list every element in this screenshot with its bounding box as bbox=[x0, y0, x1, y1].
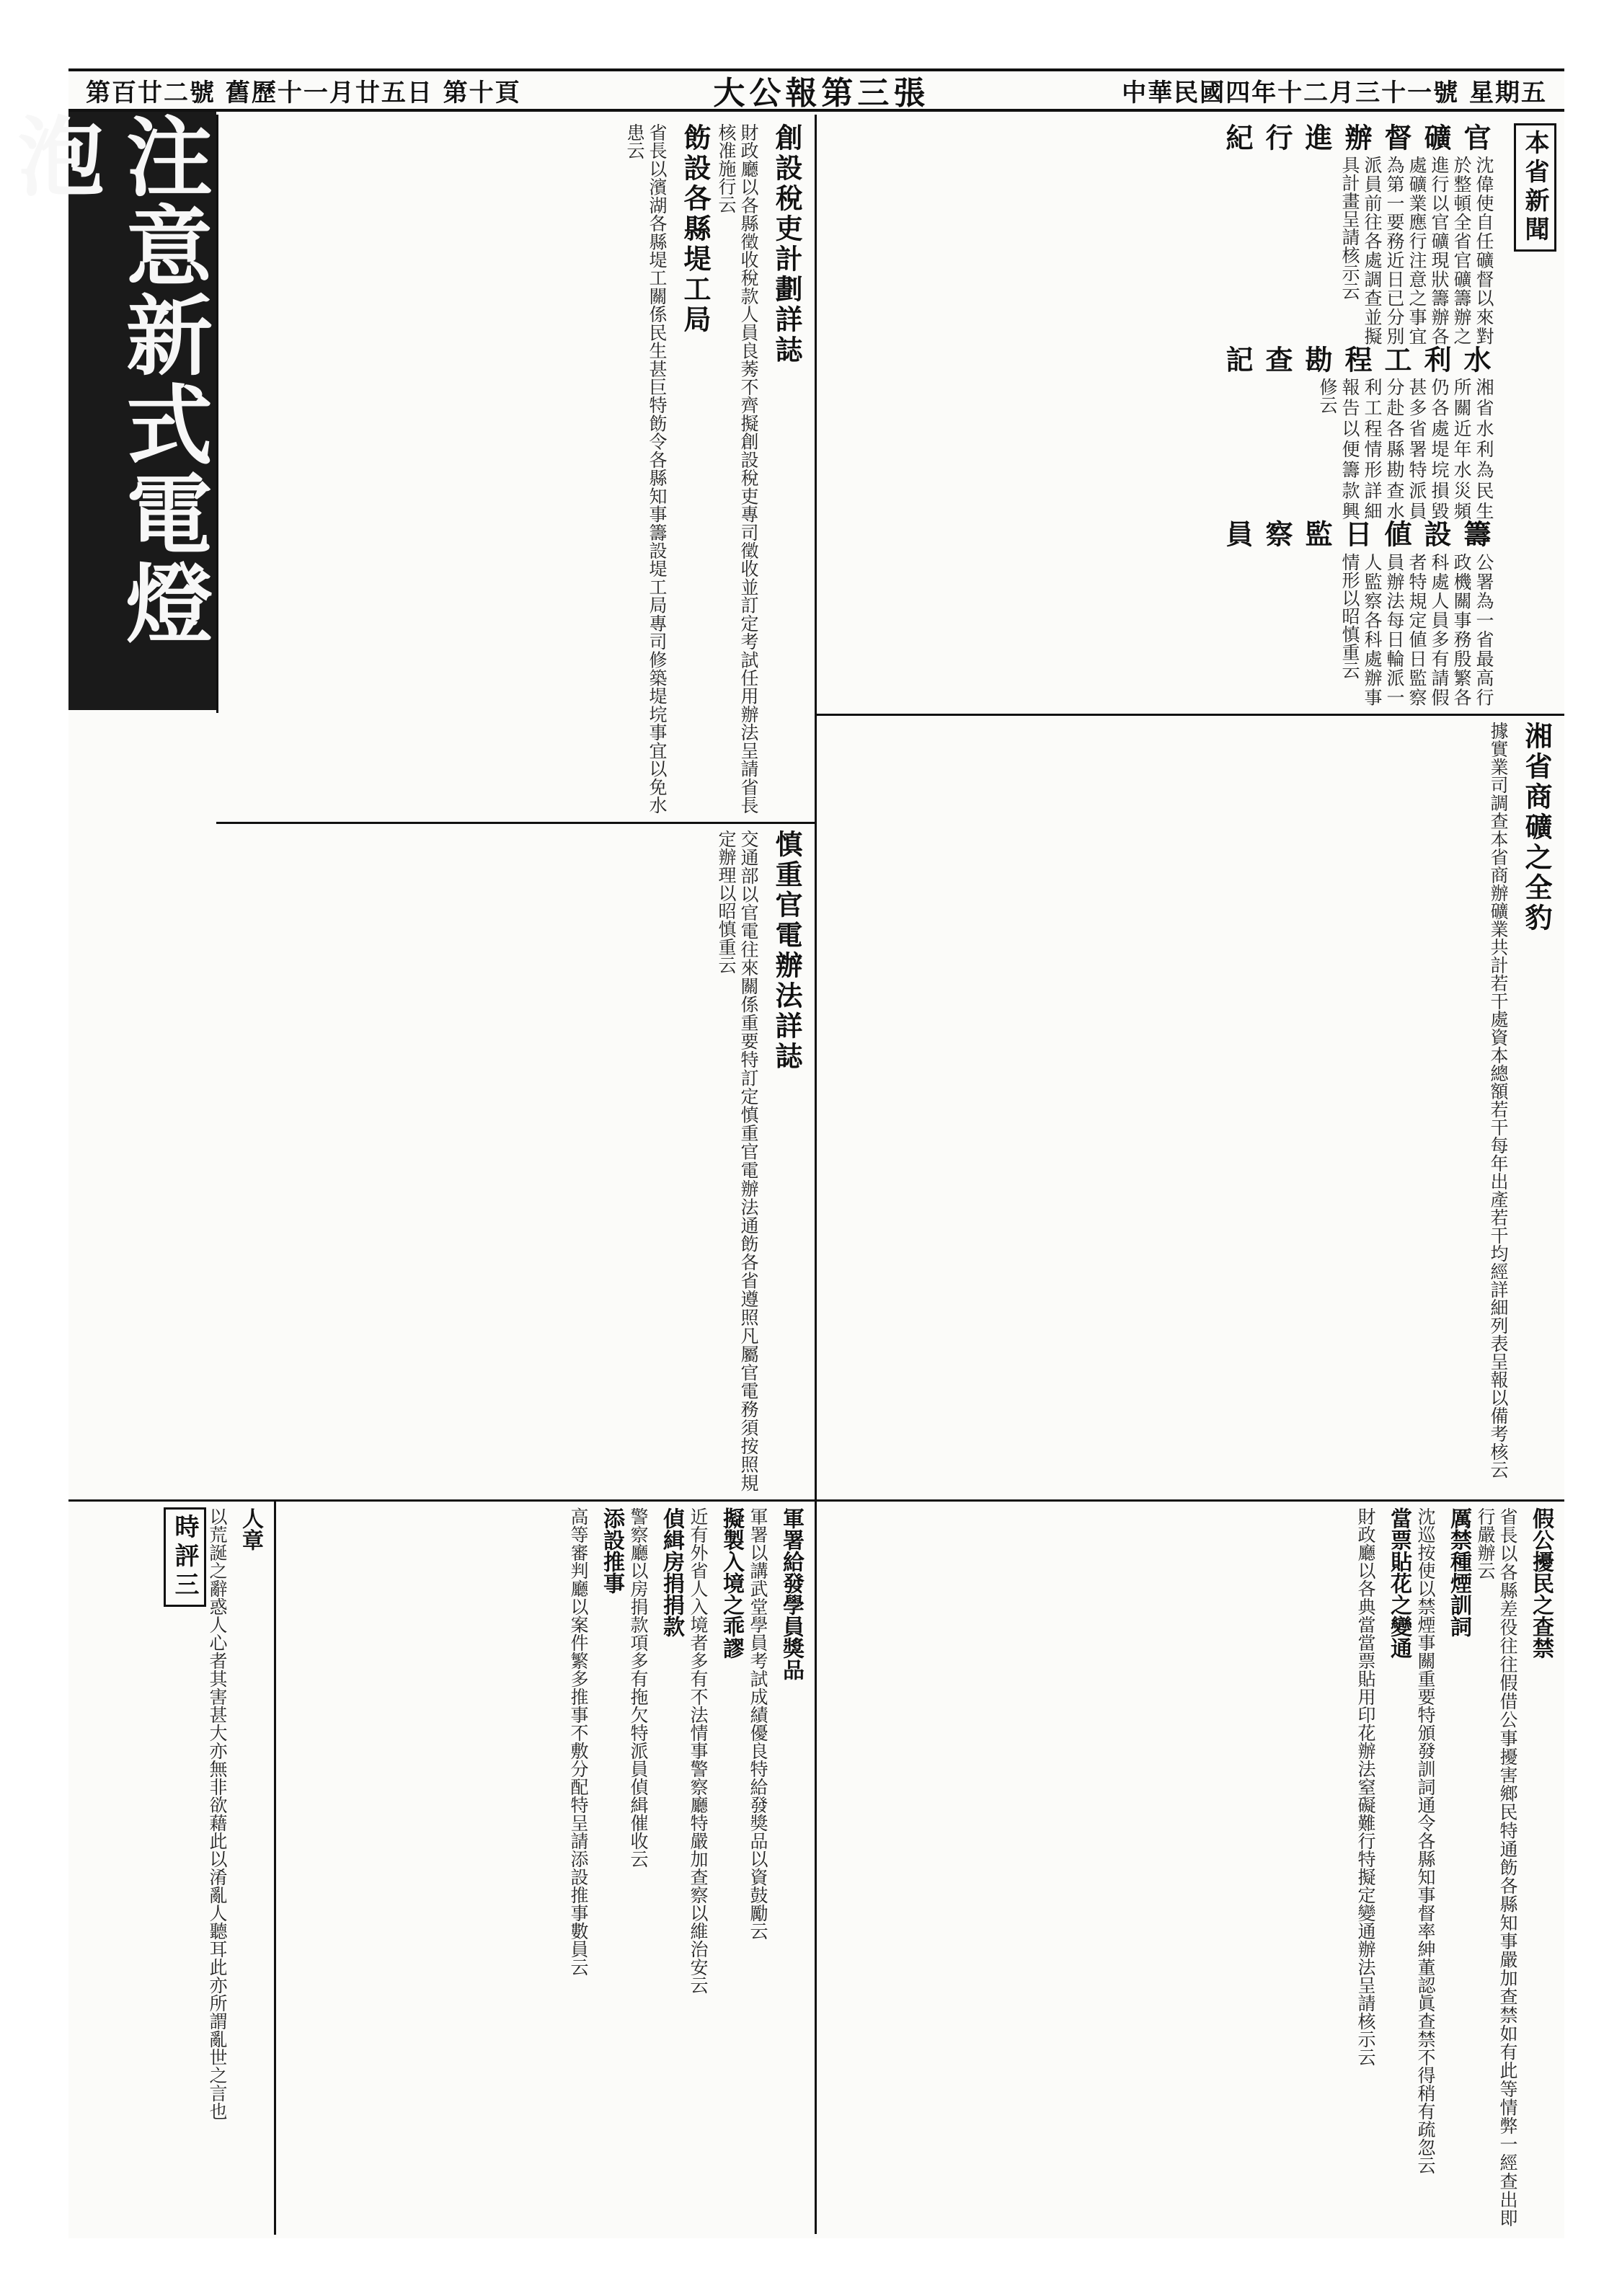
article-title: 慎重官電辦法詳誌 bbox=[771, 830, 803, 1072]
article-group-top-left bbox=[220, 119, 811, 818]
article-body: 沈巡按使以禁煙事關重要特頒發訓詞通令各縣知事督率紳董認眞查禁不得稍有疏忽云 bbox=[1415, 1507, 1436, 2174]
article-body: 省長以濱湖各縣堤工關係民生甚巨特飭令各縣知事籌設堤工局專司修築堤垸事宜以免水患云 bbox=[624, 123, 668, 814]
article-group-middle-left bbox=[72, 825, 811, 1496]
commentary-column bbox=[72, 1503, 270, 2231]
row-divider bbox=[68, 1499, 815, 1502]
article-group-top-right bbox=[818, 119, 1499, 710]
article-body: 省長以各縣差役往往假借公事擾害鄉民特通飭各縣知事嚴加查禁如有此等情弊一經查出即行嚴辦云 bbox=[1475, 1507, 1518, 2227]
article-body: 近有外省人入境者多有不法情事警察廳特嚴加查察以維治安云 bbox=[688, 1507, 709, 1994]
article-body: 財政廳以各典當當票貼用印花辦法窒礙難行特擬定變通辦法呈請核示云 bbox=[1355, 1507, 1376, 2066]
column-divider bbox=[274, 1499, 276, 2235]
article-group-middle-right bbox=[818, 717, 1561, 1496]
row-divider bbox=[817, 1499, 1564, 1502]
article-group-bottom-middle bbox=[278, 1503, 811, 2231]
row-divider bbox=[817, 714, 1564, 716]
publication-date: 中華民國四年十二月三十一號 星期五 bbox=[1122, 78, 1547, 107]
row-divider bbox=[216, 822, 815, 824]
article-body: 高等審判廳以案件繁多推事不敷分配特呈請添設推事數員云 bbox=[568, 1507, 589, 1976]
article-title: 軍署給發學員獎品 bbox=[779, 1507, 804, 1680]
article-title: 飭設各縣堤工局 bbox=[679, 123, 712, 335]
article-group-bottom-right bbox=[818, 1503, 1561, 2231]
section-label bbox=[1503, 119, 1561, 306]
article-title: 假公擾民之查禁 bbox=[1528, 1507, 1554, 1659]
ad-headline: 注意新式電燈泡 bbox=[4, 112, 213, 648]
article-title: 官礦督辦進行紀 bbox=[1221, 123, 1492, 154]
article-title: 擬製入境之乖謬 bbox=[719, 1507, 744, 1659]
article-body: 軍署以講武堂學員考試成績優良特給發獎品以資鼓勵云 bbox=[748, 1507, 768, 1940]
section-label-text: 本省新聞 bbox=[1514, 123, 1556, 252]
ad-divider bbox=[216, 115, 218, 713]
column-body: 以荒誕之辭惑人心者其害甚大亦無非欲藉此以淆亂人聽耳此亦所謂亂世之言也 bbox=[207, 1507, 228, 2120]
article-body: 交通部以官電往來關係重要特訂定慎重官電辦法通飭各省遵照凡屬官電務須按照規定辦理以昭慎重云 bbox=[716, 830, 759, 1491]
article-title: 水利工程勘查記 bbox=[1221, 345, 1492, 376]
paper-name: 大公報第三張 bbox=[713, 75, 930, 112]
article-body: 財政廳以各縣徵收稅款人員良莠不齊擬創設稅吏專司徵收並訂定考試任用辦法呈請省長核准施行云 bbox=[716, 123, 759, 814]
article-title: 厲禁種煙訓詞 bbox=[1446, 1507, 1471, 1637]
article-official-mining bbox=[1210, 123, 1495, 706]
article-body: 公署為一省最高行政機關事務殷繁各科處人員多有請假者特規定値日監察員辦法每日輪派一人監察各科處辦事情形以昭慎重云 bbox=[1339, 552, 1494, 706]
article-body: 警察廳以房捐款項多有拖欠特派員偵緝催收云 bbox=[628, 1507, 649, 1868]
article-body: 據實業司調查本省商辦礦業共計若干處資本總額若干每年出產若干均經詳細列表呈報以備考核云 bbox=[1488, 722, 1509, 1479]
article-body: 湘省水利為民生所關近年水災頻仍各處堤垸損毀甚多省署特派員分赴各縣勘查水利工程情形詳細報告以便籌款興修云 bbox=[1317, 378, 1494, 520]
article-title: 籌設値日監察員 bbox=[1221, 520, 1492, 551]
article-body: 沈偉使自任礦督以來對於整頓全省官礦籌辦之進行以官礦現狀籌辦各處礦業應行注意之事宜為第一要務近日已分別派員前往各處調查並擬具計畫呈請核示云 bbox=[1339, 156, 1494, 345]
newspaper-page bbox=[4, 68, 1564, 2238]
masthead bbox=[68, 68, 1564, 112]
column-label: 時評三 bbox=[164, 1507, 206, 1607]
article-title: 添設推事 bbox=[599, 1507, 624, 1594]
article-title: 湘省商礦之全豹 bbox=[1520, 722, 1553, 934]
column-divider bbox=[815, 115, 817, 2234]
column-title: 人章 bbox=[238, 1507, 263, 1551]
article-title: 偵緝房捐捐款 bbox=[659, 1507, 684, 1637]
issue-number: 第百廿二號 舊歷十一月廿五日 第十頁 bbox=[86, 78, 521, 107]
advertisement-block bbox=[4, 112, 216, 710]
article-title: 創設稅吏計劃詳誌 bbox=[771, 123, 803, 365]
article-title: 當票貼花之變通 bbox=[1386, 1507, 1412, 1659]
